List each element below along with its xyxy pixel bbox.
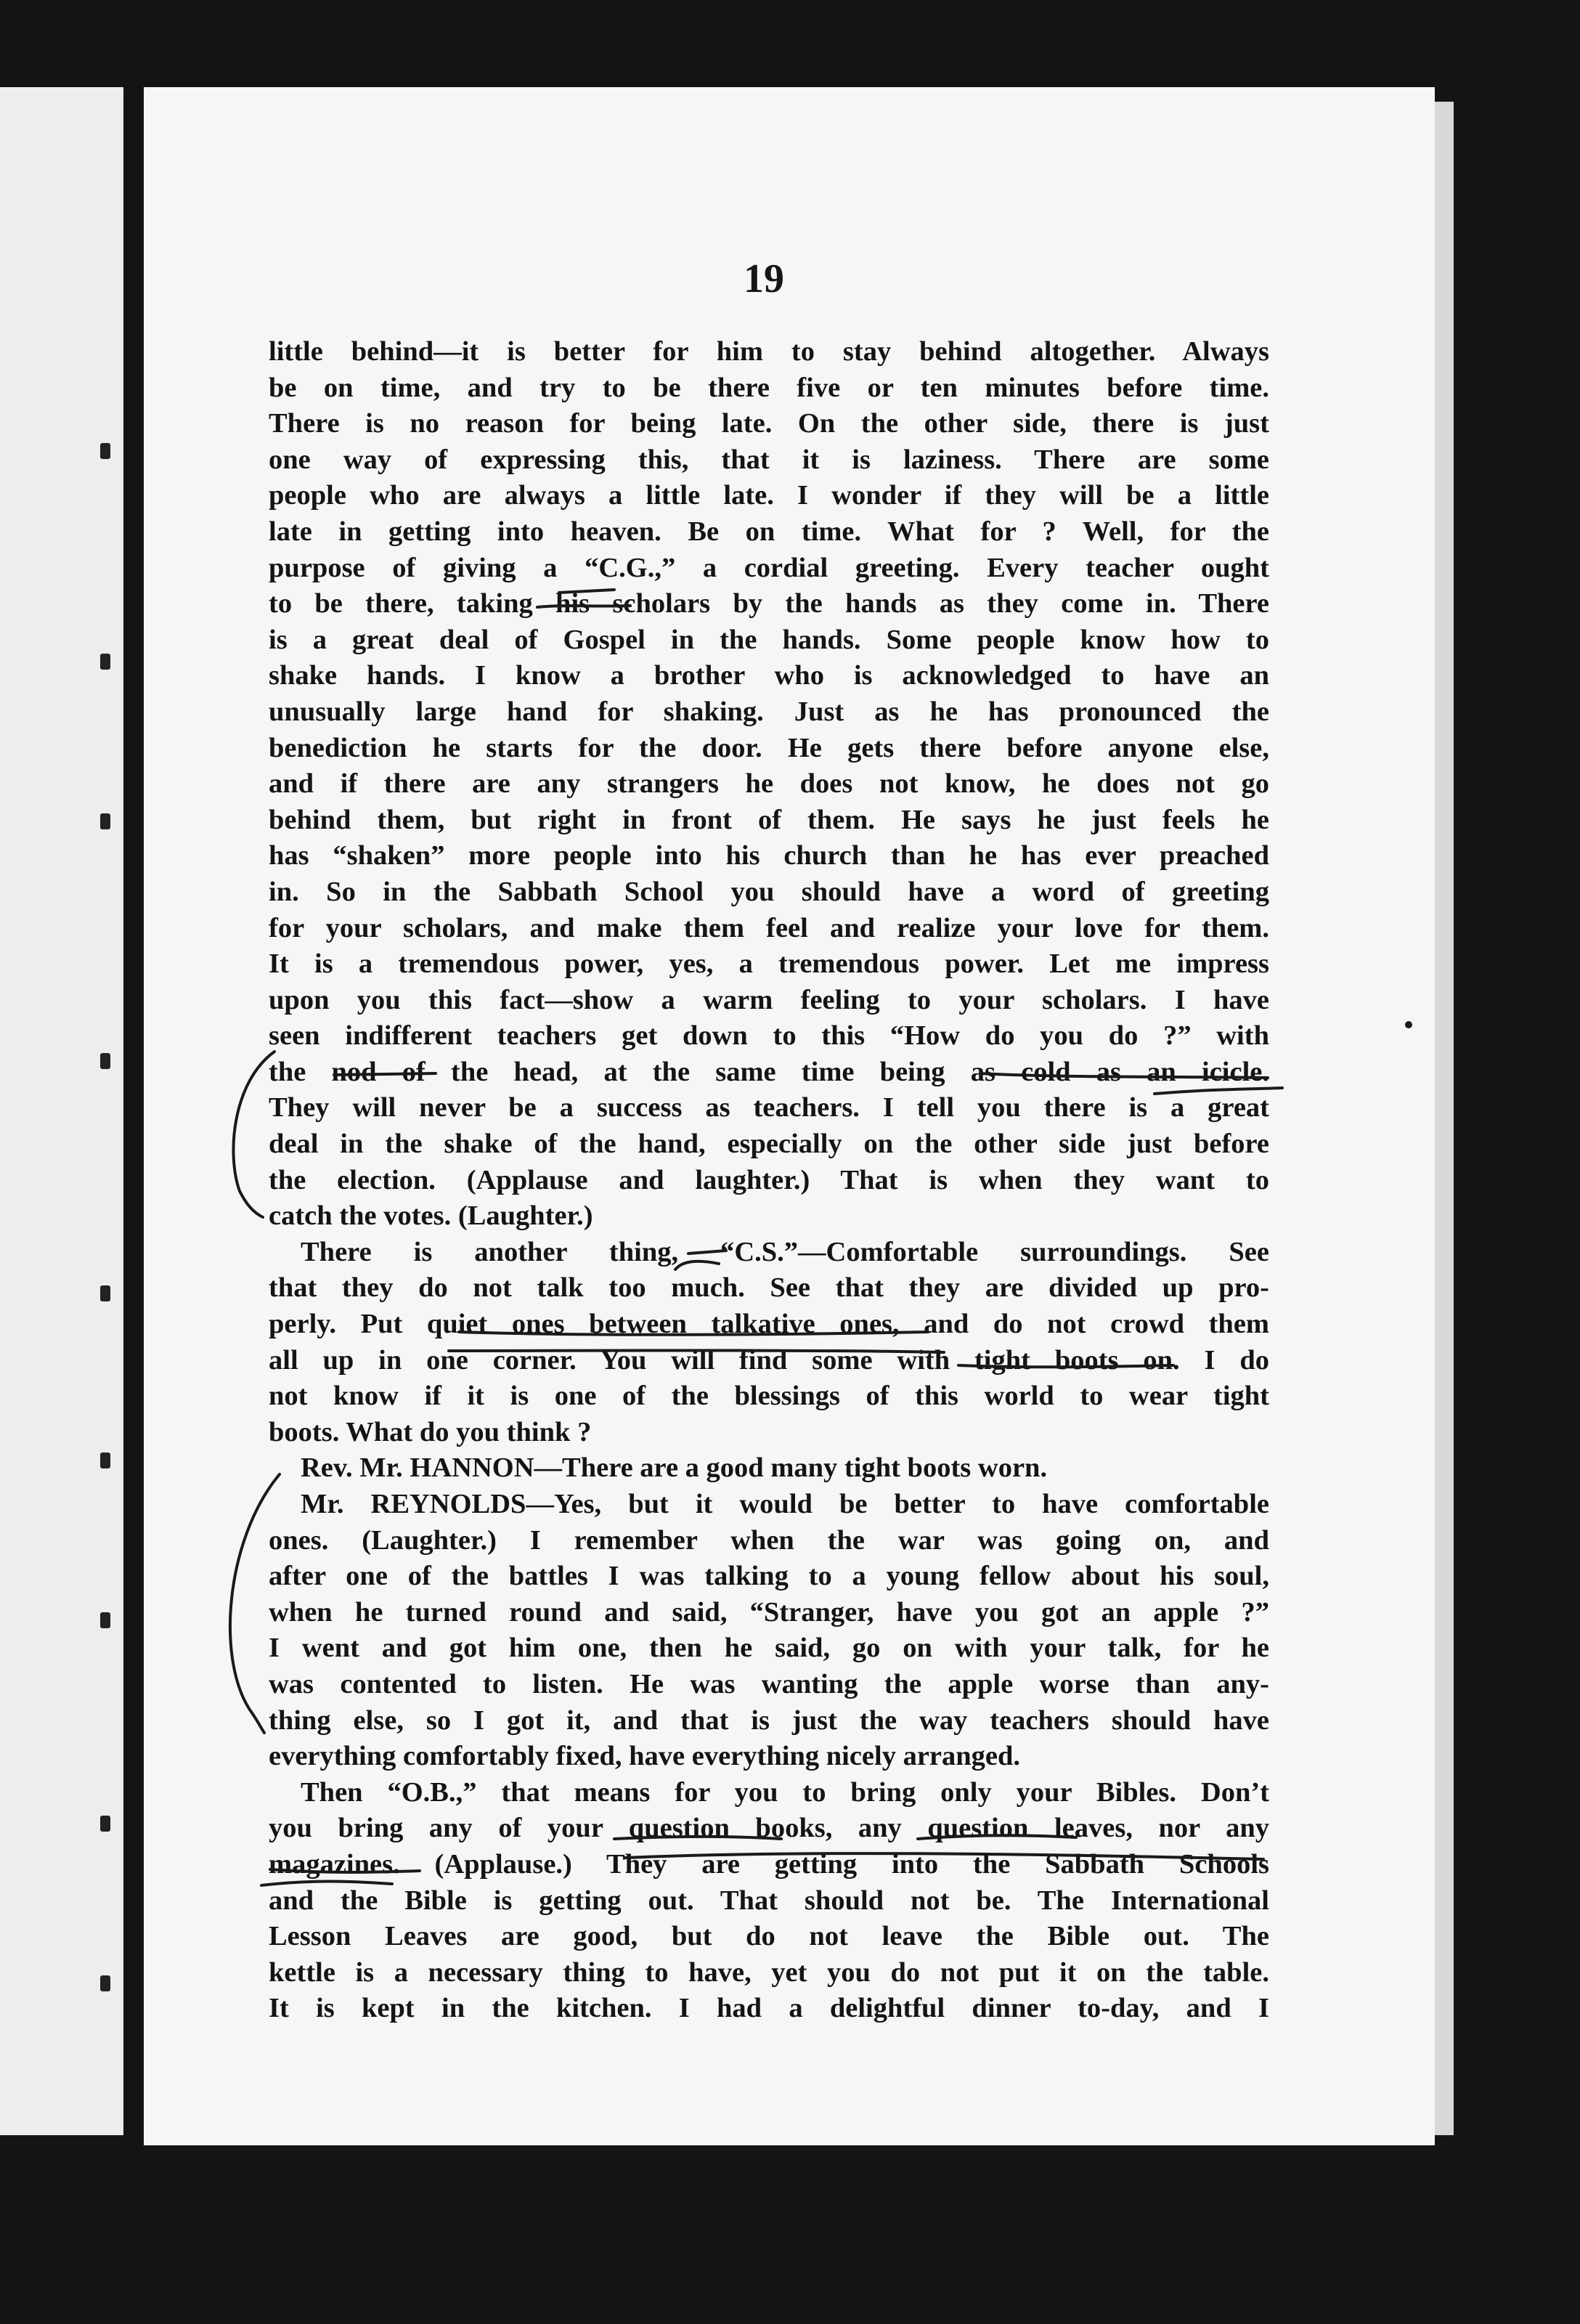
text-line: behind them, but right in front of them. He says he just feels he [269,804,1269,835]
text-line: deal in the shake of the hand, especially on the other side just before [269,1129,1269,1160]
text-line: They will never be a success as teachers. I tell you there is a great [269,1092,1269,1124]
text-line: benediction he starts for the door. He gets there before anyone else, [269,732,1269,763]
adjacent-page-letter [100,1285,110,1301]
text-line: It is a tremendous power, yes, a tremendous power. Let me impress [269,948,1269,980]
text-line: all up in one corner. You will find some with tight boots on. I do [269,1344,1269,1376]
text-line: catch the votes. (Laughter.) [269,1200,593,1232]
adjacent-page-letter [100,1612,110,1628]
text-line: when he turned round and said, “Stranger, have you got an apple ?” [269,1596,1269,1628]
adjacent-page-letter [100,1975,110,1991]
text-line: There is another thing, “C.S.”—Comfortable surroundings. See [301,1236,1269,1267]
text-line: one way of expressing this, that it is laziness. There are some [269,444,1269,475]
text-line: late in getting into heaven. Be on time. What for ? Well, for the [269,516,1269,547]
adjacent-page-letter [100,1452,110,1468]
text-line: purpose of giving a “C.G.,” a cordial greeting. Every teacher ought [269,552,1269,583]
text-line: It is kept in the kitchen. I had a delightful dinner to-day, and I [269,1993,1269,2024]
text-line: Then “O.B.,” that means for you to bring only your Bibles. Don’t [301,1776,1269,1808]
text-line: little behind—it is better for him to stay behind altogether. Always [269,336,1269,367]
text-line: everything comfortably fixed, have everything nicely arranged. [269,1741,1021,1772]
adjacent-page-letter [100,1053,110,1069]
adjacent-page-fragment [0,87,123,2135]
adjacent-page-letter [100,1816,110,1832]
text-line: Mr. REYNOLDS—Yes, but it would be better to have comfortable [301,1489,1269,1519]
text-line: the nod of the head, at the same time being as cold as an icicle. [269,1056,1269,1087]
text-line: for your scholars, and make them feel and realize your love for them. [269,912,1269,943]
text-line: seen indifferent teachers get down to this “How do you do ?” with [269,1020,1269,1052]
text-line: and the Bible is getting out. That should not be. The International [269,1885,1269,1916]
text-line: magazines. (Applause.) They are getting into the Sabbath Schools [269,1848,1269,1880]
text-line: people who are always a little late. I wonder if they will be a little [269,480,1269,511]
text-line: There is no reason for being late. On the other side, there is just [269,408,1269,439]
text-line: to be there, taking his scholars by the hands as they come in. There [269,588,1269,619]
text-line: perly. Put quiet ones between talkative ones, and do not crowd them [269,1309,1269,1340]
page-number: 19 [744,256,784,301]
text-line: in. So in the Sabbath School you should have a word of greeting [269,876,1269,907]
text-line: you bring any of your question books, any question leaves, nor any [269,1813,1269,1844]
text-line: the election. (Applause and laughter.) That is when they want to [269,1164,1269,1195]
text-line: kettle is a necessary thing to have, yet you do not put it on the table. [269,1957,1269,1988]
text-line: is a great deal of Gospel in the hands. Some people know how to [269,624,1269,655]
text-line: that they do not talk too much. See that they are divided up pro- [269,1272,1269,1304]
text-line: and if there are any strangers he does not know, he does not go [269,768,1269,800]
adjacent-page-letter [100,813,110,829]
body-text [269,334,1269,2027]
text-line: unusually large hand for shaking. Just as he has pronounced the [269,696,1269,727]
adjacent-page-letter [100,443,110,459]
text-line: not know if it is one of the blessings of this world to wear tight [269,1381,1269,1412]
text-line: after one of the battles I was talking to a young fellow about his soul, [269,1561,1269,1592]
text-line: Lesson Leaves are good, but do not leave the Bible out. The [269,1921,1269,1952]
text-line: Rev. Mr. HANNON—There are a good many tight boots worn. [301,1452,1048,1484]
adjacent-page-letter [100,654,110,670]
page-edge-shadow [1435,102,1454,2135]
text-line: be on time, and try to be there five or ten minutes before time. [269,372,1269,403]
text-line: has “shaken” more people into his church than he has ever preached [269,840,1269,871]
text-line: thing else, so I got it, and that is just the way teachers should have [269,1705,1269,1736]
text-line: shake hands. I know a brother who is acknowledged to have an [269,660,1269,691]
text-line: upon you this fact—show a warm feeling to your scholars. I have [269,984,1269,1015]
text-line: I went and got him one, then he said, go on with your talk, for he [269,1633,1269,1664]
text-line: was contented to listen. He was wanting the apple worse than any- [269,1668,1269,1699]
text-line: boots. What do you think ? [269,1416,592,1447]
text-line: ones. (Laughter.) I remember when the war was going on, and [269,1524,1269,1556]
